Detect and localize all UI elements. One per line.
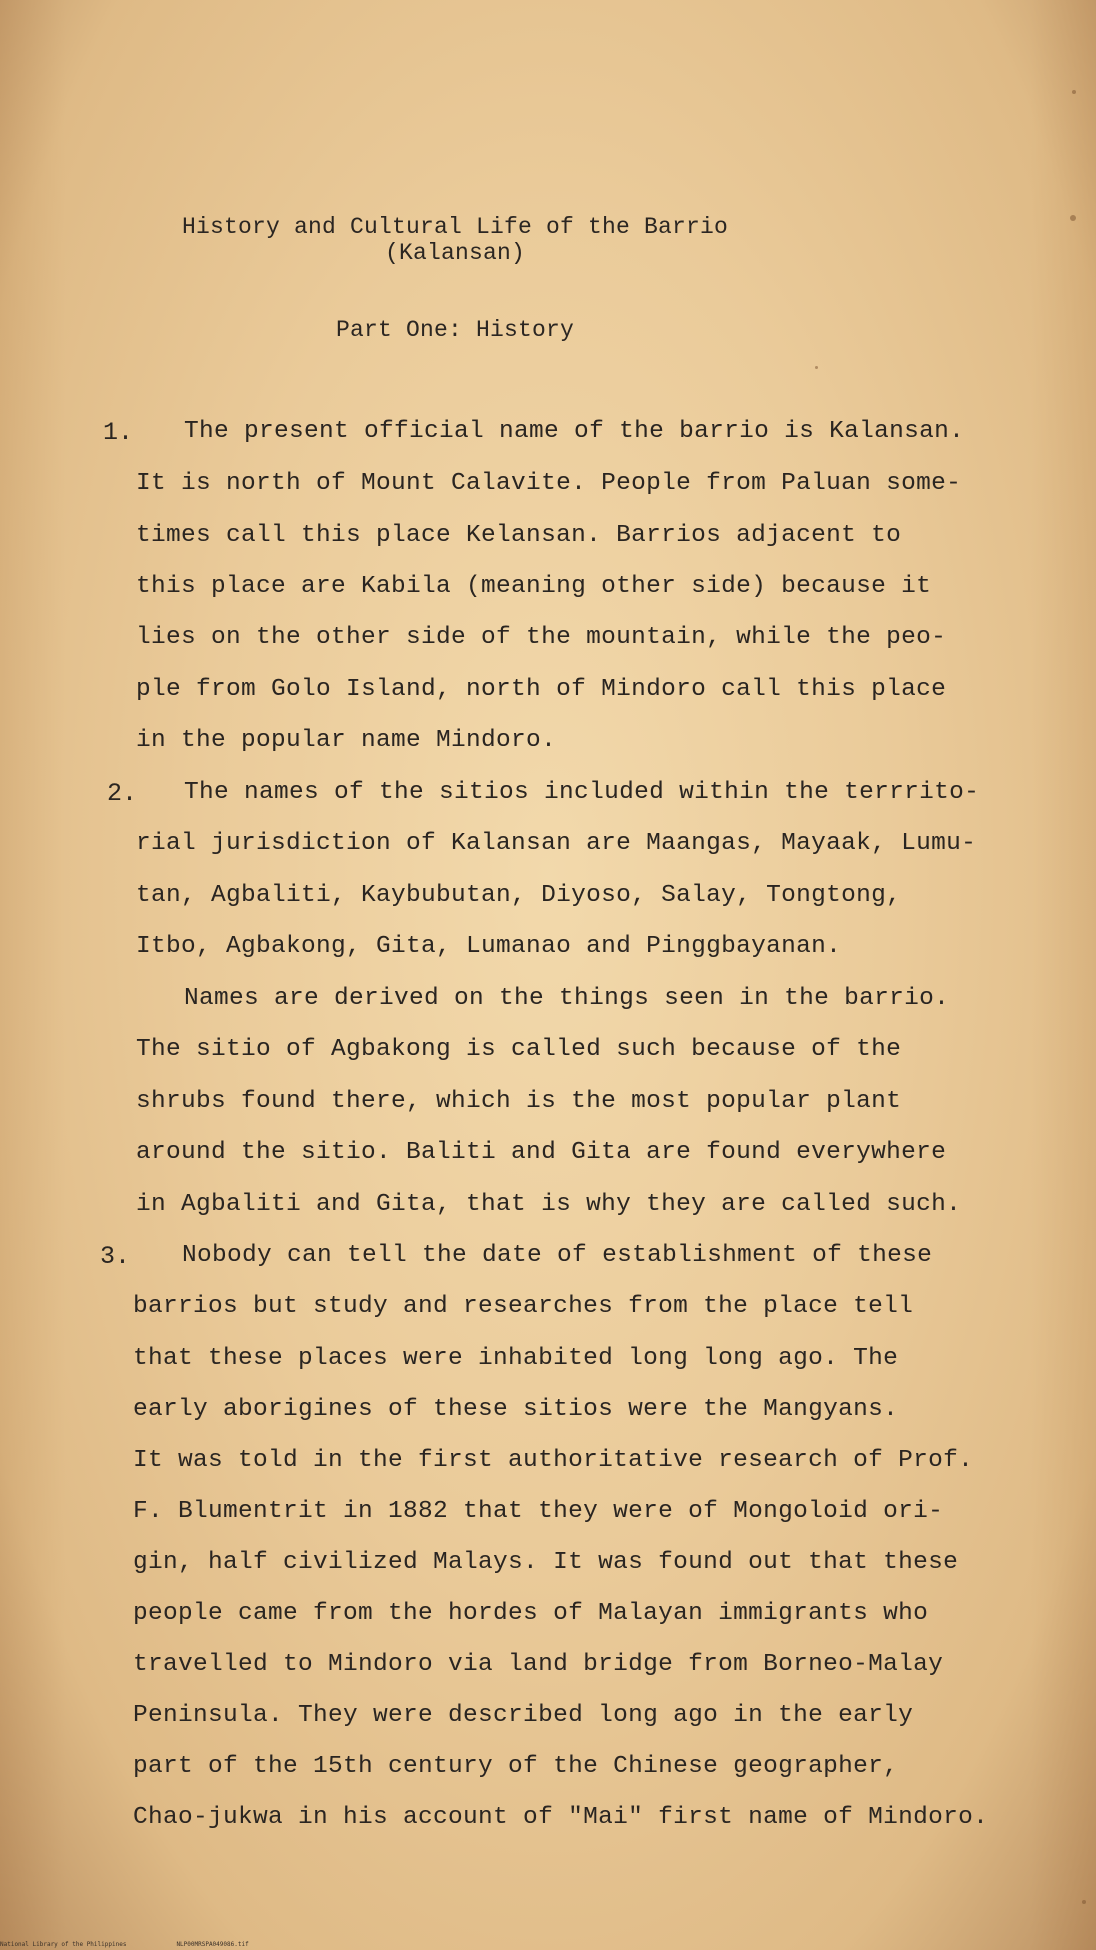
paragraph-line: Peninsula. They were described long ago in the early (133, 1702, 914, 1729)
paragraph-line: Itbo, Agbakong, Gita, Lumanao and Pinggbayanan. (136, 933, 842, 960)
paragraph-line: ple from Golo Island, north of Mindoro call this place (136, 676, 947, 703)
library-credit: National Library of the Philippines (0, 1941, 127, 1948)
document-title: History and Cultural Life of the Barrio (181, 214, 729, 240)
section-number: 2. (107, 779, 138, 808)
paper-speck (1070, 215, 1076, 221)
paper-speck (815, 366, 818, 369)
scan-footer (0, 1941, 249, 1948)
paragraph-line: tan, Agbaliti, Kaybubutan, Diyoso, Salay, Tongtong, (136, 882, 902, 909)
paragraph-line: times call this place Kelansan. Barrios adjacent to (136, 522, 902, 549)
paragraph-line: in the popular name Mindoro. (136, 727, 557, 754)
paper-speck (1072, 90, 1076, 94)
paragraph-line: rial jurisdiction of Kalansan are Maangas, Mayaak, Lumu- (136, 830, 977, 857)
paragraph-line: this place are Kabila (meaning other side) because it (136, 573, 932, 600)
paper-speck (1082, 1900, 1086, 1904)
paragraph-line: The sitio of Agbakong is called such because of the (136, 1036, 902, 1063)
paragraph-line: travelled to Mindoro via land bridge from Borneo-Malay (133, 1651, 944, 1678)
paragraph-line: gin, half civilized Malays. It was found out that these (133, 1549, 959, 1576)
file-id: NLP00MRSPA049086.tif (176, 1941, 249, 1948)
paragraph-line: shrubs found there, which is the most popular plant (136, 1088, 902, 1115)
paragraph-line: Chao-jukwa in his account of "Mai" first name of Mindoro. (133, 1804, 989, 1831)
paragraph-line: F. Blumentrit in 1882 that they were of Mongoloid ori- (133, 1498, 944, 1525)
paragraph-line: part of the 15th century of the Chinese geographer, (133, 1753, 899, 1780)
paragraph-line: around the sitio. Baliti and Gita are found everywhere (136, 1139, 947, 1166)
paragraph-line: barrios but study and researches from the place tell (133, 1293, 914, 1320)
paragraph-line: in Agbaliti and Gita, that is why they are called such. (136, 1191, 962, 1218)
paragraph-line: early aborigines of these sitios were the Mangyans. (133, 1396, 899, 1423)
paragraph-line: It is north of Mount Calavite. People from Paluan some- (136, 470, 962, 497)
paragraph-line: that these places were inhabited long long ago. The (133, 1345, 899, 1372)
paragraph-line: The present official name of the barrio is Kalansan. (184, 418, 965, 445)
section-number: 3. (100, 1242, 131, 1271)
paragraph-line: Names are derived on the things seen in the barrio. (184, 985, 950, 1012)
paragraph-line: It was told in the first authoritative research of Prof. (133, 1447, 974, 1474)
part-heading: Part One: History (335, 317, 575, 343)
paragraph-line: The names of the sitios included within the terrrito- (184, 779, 980, 806)
paragraph-line: Nobody can tell the date of establishment of these (182, 1242, 933, 1269)
paragraph-line: lies on the other side of the mountain, while the peo- (136, 624, 947, 651)
paragraph-line: people came from the hordes of Malayan immigrants who (133, 1600, 929, 1627)
document-subtitle: (Kalansan) (384, 240, 526, 266)
section-number: 1. (103, 418, 134, 447)
